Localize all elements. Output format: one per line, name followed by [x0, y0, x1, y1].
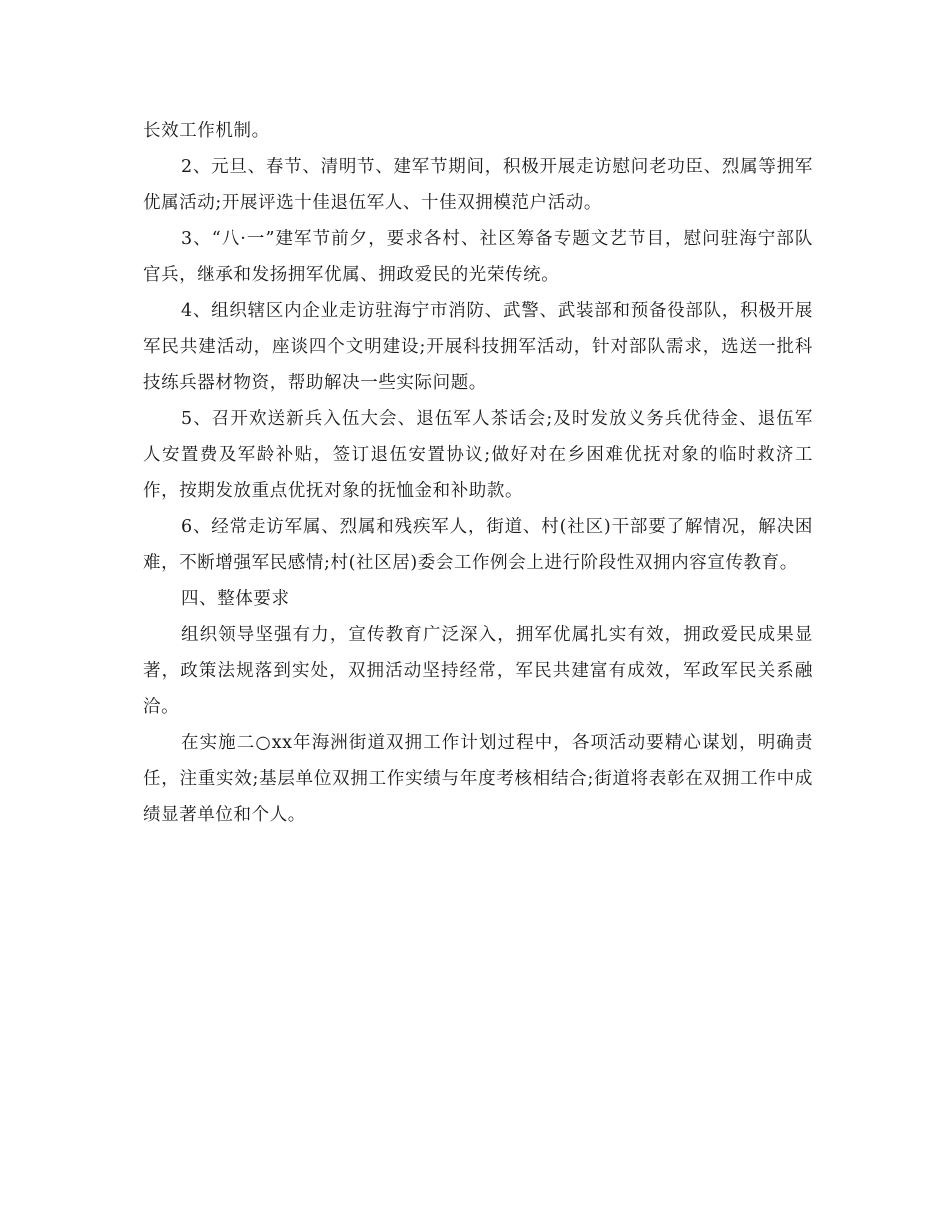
section-heading-requirements: 四、整体要求	[181, 589, 290, 609]
paragraph-item-4: 4、组织辖区内企业走访驻海宁市消防、武警、武装部和预备役部队，积极开展军民共建活动，座谈四个文明建设;开展科技拥军活动，针对部队需求，选送一批科技练兵器材物资，帮助解决一些实际问题。	[143, 301, 813, 393]
paragraph-item-5: 5、召开欢送新兵入伍大会、退伍军人茶话会;及时发放义务兵优待金、退伍军人安置费及军龄补贴，签订退伍安置协议;做好对在乡困难优抚对象的临时救济工作，按期发放重点优抚对象的抚恤金和补助款。	[143, 409, 813, 501]
paragraph-conclusion: 在实施二○xx年海洲街道双拥工作计划过程中，各项活动要精心谋划，明确责任，注重实效;基层单位双拥工作实绩与年度考核相结合;街道将表彰在双拥工作中成绩显著单位和个人。	[143, 733, 813, 825]
paragraph-item-2: 2、元旦、春节、清明节、建军节期间，积极开展走访慰问老功臣、烈属等拥军优属活动;开展评选十佳退伍军人、十佳双拥模范户活动。	[143, 157, 813, 213]
paragraph-item-3: 3、“八·一”建军节前夕，要求各村、社区筹备专题文艺节目，慰问驻海宁部队官兵，继承和发扬拥军优属、拥政爱民的光荣传统。	[143, 229, 813, 285]
document-body	[143, 113, 813, 833]
paragraph-item-6: 6、经常走访军属、烈属和残疾军人，街道、村(社区)干部要了解情况，解决困难，不断增强军民感情;村(社区居)委会工作例会上进行阶段性双拥内容宣传教育。	[143, 517, 813, 573]
paragraph-requirements: 组织领导坚强有力，宣传教育广泛深入，拥军优属扎实有效，拥政爱民成果显著，政策法规落到实处，双拥活动坚持经常，军民共建富有成效，军政军民关系融洽。	[143, 625, 813, 717]
paragraph-continuation: 长效工作机制。	[143, 121, 270, 141]
